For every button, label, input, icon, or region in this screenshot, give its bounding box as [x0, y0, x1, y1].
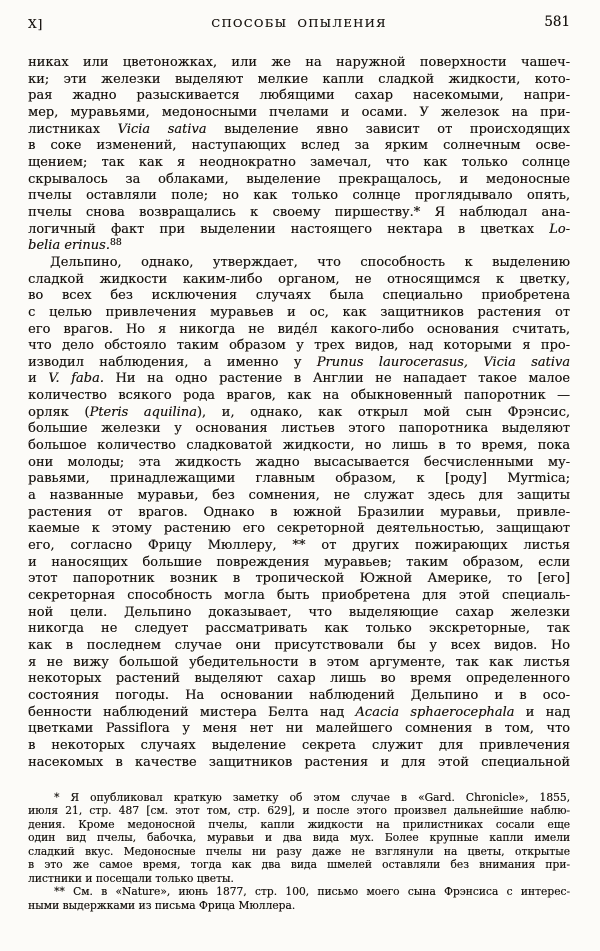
- text-line: изводил наблюдения, а именно у Prunus laurocerasus, Vicia sativa: [28, 354, 570, 370]
- text-line: belia erinus.$^{88}$: [28, 238, 122, 254]
- running-title: СПОСОБЫ ОПЫЛЕНИЯ: [211, 16, 387, 30]
- page-header: [28, 14, 570, 32]
- text-line: пчелы оставляли поле; но как только солнце проглядывало опять,: [28, 188, 570, 204]
- text-line: как в последнем случае они присутствовали бы у всех видов. Но: [28, 637, 570, 653]
- text-line: скрывалось за облаками, выделение прекращалось, и медоносные: [28, 171, 570, 187]
- text-line: в некоторых случаях выделение секрета служит для привлечения: [28, 737, 570, 753]
- text-line: этот папоротник возник в тропической Южной Америке, то [его]: [28, 571, 570, 587]
- text-line: что дело обстояло таким образом у трех видов, над которыми я про-: [28, 338, 570, 354]
- text-line: большие железки у основания листьев этого папоротника выделяют: [28, 421, 570, 437]
- footnote-line: листники и посещали только цветы.: [28, 871, 234, 885]
- text-line: равьями, принадлежащими главным образом, к [роду] Myrmica;: [28, 471, 570, 487]
- footnote-line: один вид пчелы, бабочка, муравьи и два вида мух. Более крупные капли имели: [28, 831, 570, 845]
- footnote-reference: 88: [109, 238, 122, 249]
- footnote-line: дения. Кроме медоносной пчелы, капли жидкости на прилистниках сосали еще: [28, 817, 570, 831]
- text-line: орляк (Pteris aquilina), и, однако, как открыл мой сын Фрэнсис,: [28, 404, 570, 420]
- text-line: они молоды; эта жидкость жадно высасывается бесчисленными му-: [28, 454, 570, 470]
- footnote-line: сладкий вкус. Медоносные пчелы ни разу даже не взглянули на цветы, открытые: [28, 844, 570, 858]
- text-line: ной цели. Дельпино доказывает, что выделяющие сахар железки: [28, 604, 570, 620]
- text-line: сладкой жидкости каким-либо органом, не относящимся к цветку,: [28, 271, 570, 287]
- footnote-line: в это же самое время, тогда как два вида шмелей оставляли без внимания при-: [28, 858, 570, 872]
- text-line: большое количество сладковатой жидкости, но лишь в то время, пока: [28, 438, 570, 454]
- chapter-marker: X]: [28, 17, 44, 31]
- text-line: его врагов. Но я никогда не виде́л какого-либо основания считать,: [28, 321, 570, 337]
- text-line: ки; эти железки выделяют мелкие капли сладкой жидкости, кото-: [28, 71, 570, 87]
- text-line: некоторых растений выделяют сахар лишь во время определенного: [28, 671, 570, 687]
- text-line: его, согласно Фрицу Мюллеру, ** от других пожирающих листья: [28, 538, 570, 554]
- footnote-line: ными выдержками из письма Фрица Мюллера.: [28, 898, 296, 912]
- text-line: а названные муравьи, без сомнения, не служат здесь для защиты: [28, 488, 570, 504]
- text-line: секреторная способность могла быть приобретена для этой специаль-: [28, 588, 570, 603]
- text-line: мер, муравьями, медоносными пчелами и осами. У железок на при-: [28, 104, 570, 120]
- text-line: количество всякого рода врагов, как на обыкновенный папоротник —: [28, 388, 570, 404]
- footnotes-block: [28, 791, 570, 912]
- text-line: никогда не следует рассматривать как только экскреторные, так: [28, 621, 570, 637]
- text-line: рая жадно разыскивается любящими сахар насекомыми, напри-: [28, 88, 570, 104]
- text-line: и V. faba. Ни на одно растение в Англии не нападает такое малое: [28, 371, 570, 387]
- text-line: и наносящих большие повреждения муравьев; таким образом, если: [28, 554, 570, 570]
- text-line: бенности наблюдений мистера Белта над Acacia sphaerocephala и над: [28, 704, 570, 720]
- footnote-line: июля 21, стр. 487 [см. этот том, стр. 629], и после этого произвел дальнейшие наблю-: [28, 804, 570, 818]
- text-line: насекомых в качестве защитников растения и для этой специальной: [28, 754, 570, 770]
- page-number: 581: [544, 14, 570, 30]
- text-line: пчелы снова возвращались к своему пиршеству.* Я наблюдал ана-: [28, 204, 570, 220]
- footnote-line: * Я опубликовал краткую заметку об этом случае в «Gard. Chronicle», 1855,: [54, 791, 570, 804]
- text-line: я не вижу большой убедительности в этом аргументе, так как листья: [28, 654, 570, 670]
- text-line: во всех без исключения случаях была специально приобретена: [28, 288, 570, 304]
- text-line: листниках Vicia sativa выделение явно зависит от происходящих: [28, 121, 570, 137]
- text-line: каемые к этому растению его секреторной деятельностью, защищают: [28, 521, 570, 537]
- body-text-block: [28, 55, 570, 771]
- footnote-line: ** См. в «Nature», июнь 1877, стр. 100, письмо моего сына Фрэнсиса с интерес-: [54, 885, 570, 899]
- text-line: цветками Passiflora у меня нет ни малейшего сомнения в том, что: [28, 721, 570, 737]
- text-line: с целью привлечения муравьев и ос, как защитников растения от: [28, 304, 570, 320]
- text-line: щением; так как я неоднократно замечал, что как только солнце: [28, 154, 570, 170]
- text-line: логичный факт при выделении настоящего нектара в цветках Lo-: [28, 221, 570, 237]
- text-line: Дельпино, однако, утверждает, что способность к выделению: [50, 254, 570, 270]
- text-line: растения от врагов. Однако в южной Бразилии муравьи, привле-: [28, 504, 570, 520]
- text-line: состояния погоды. На основании наблюдений Дельпино и в осо-: [28, 687, 570, 703]
- text-line: никах или цветоножках, или же на наружной поверхности чашеч-: [28, 55, 570, 70]
- text-line: в соке изменений, наступающих вслед за ярким солнечным осве-: [28, 138, 570, 154]
